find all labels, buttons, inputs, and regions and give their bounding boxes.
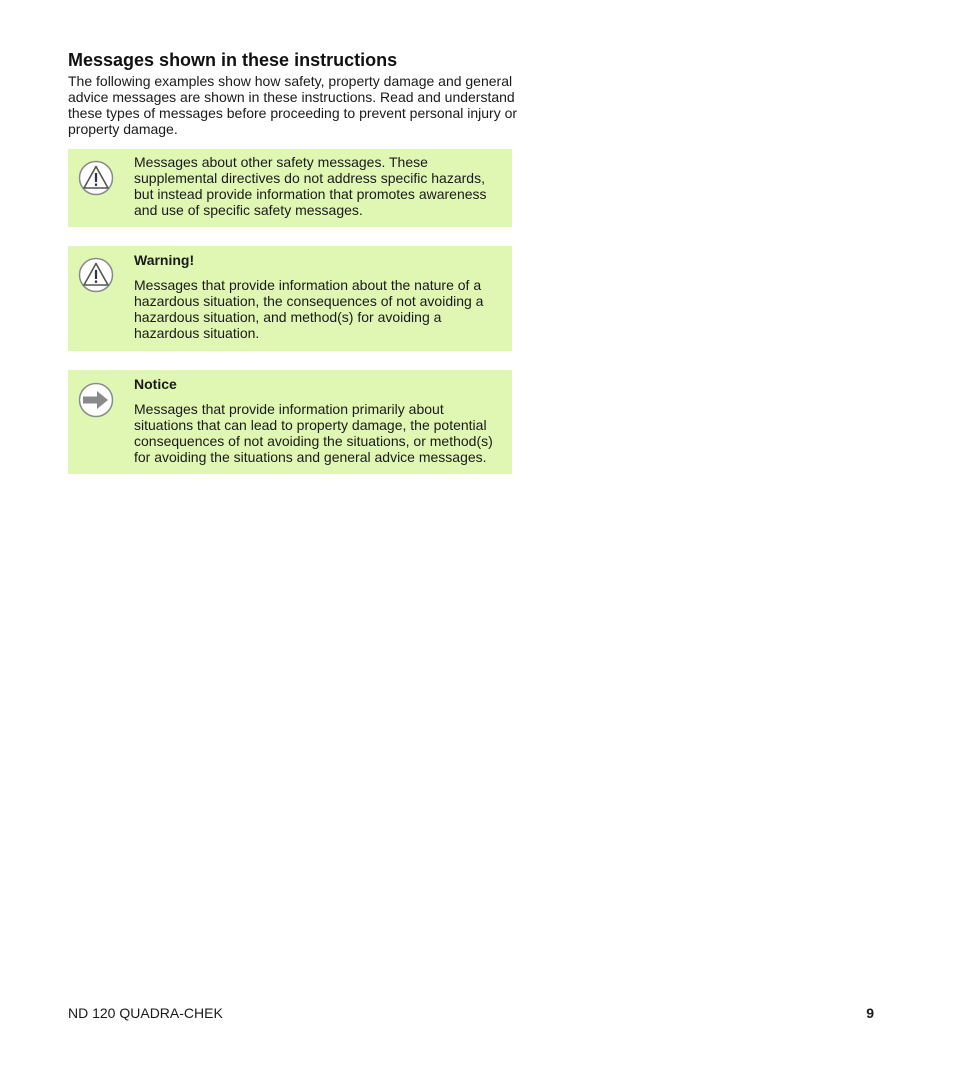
warning-message-text: Messages that provide information about the nature of a hazardous situation, the consequences of not avoiding a hazardous situation, and method(s) for avoiding a hazardous situation. [134,277,484,341]
warning-triangle-icon [78,160,114,196]
footer-product-name: ND 120 QUADRA-CHEK [68,1005,223,1021]
warning-heading: Warning! [134,252,195,268]
notice-message-text: Messages that provide information primarily about situations that can lead to property damage, the potential consequences of not avoiding the situations, or method(s) for avoiding the situations and general advice messages. [134,401,493,465]
section-title: Messages shown in these instructions [68,50,398,70]
arrow-right-icon [78,382,114,418]
safety-message-box [68,149,512,227]
warning-message-box [68,246,512,351]
notice-message-box [68,370,512,474]
warning-triangle-icon [78,257,114,293]
intro-paragraph: The following examples show how safety, property damage and general advice messages are shown in these instructions. Read and understand these types of messages before proceeding to prevent personal injury or property damage. [68,73,518,137]
page-number: 9 [866,1005,874,1021]
notice-heading: Notice [134,376,177,392]
safety-message-text: Messages about other safety messages. These supplemental directives do not address specific hazards, but instead provide information that promotes awareness and use of specific safety messages. [134,154,487,218]
